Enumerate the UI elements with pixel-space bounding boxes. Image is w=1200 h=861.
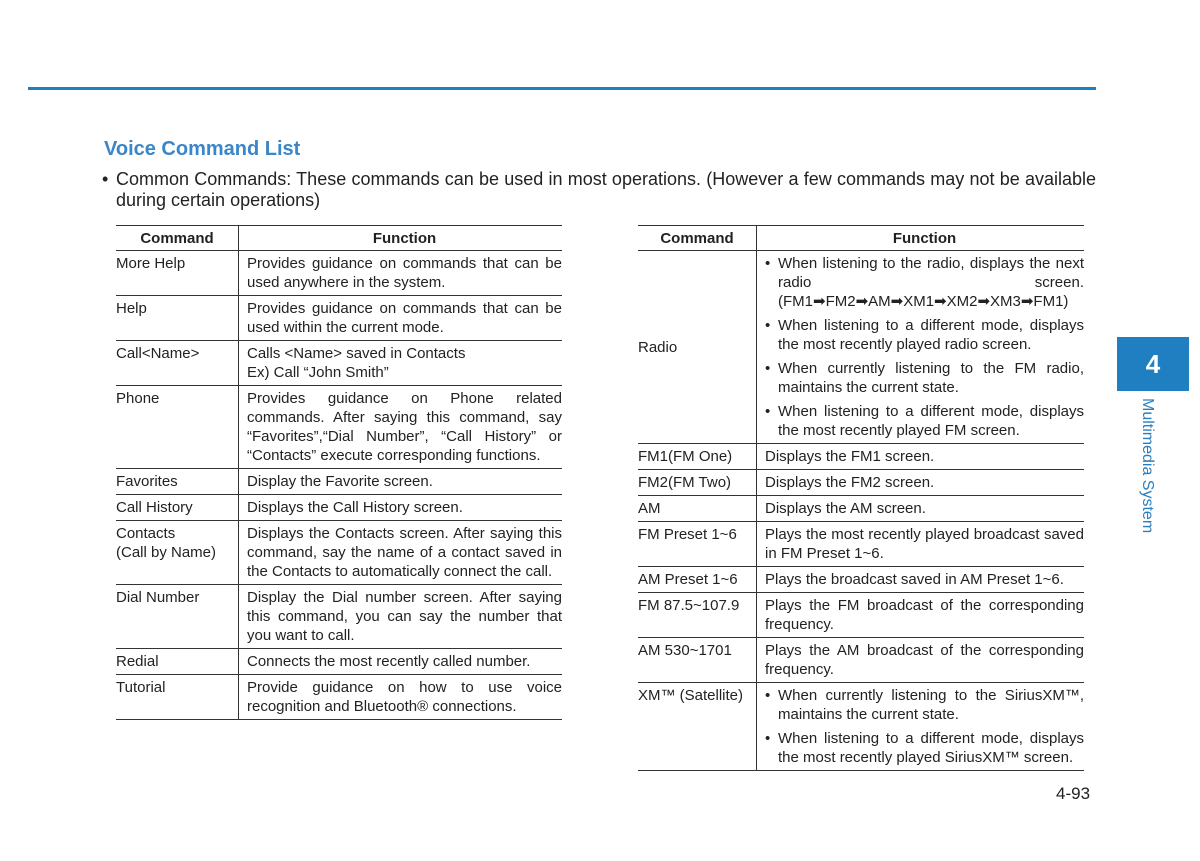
command-line: (Call by Name) bbox=[116, 544, 217, 561]
command-cell: AM bbox=[638, 496, 757, 522]
table-row bbox=[116, 341, 562, 386]
chapter-number: 4 bbox=[1145, 348, 1161, 379]
bullet-icon: • bbox=[765, 403, 771, 420]
command-cell: FM 87.5~107.9 bbox=[638, 593, 757, 638]
chapter-tab[interactable] bbox=[1117, 337, 1189, 391]
table-row bbox=[638, 638, 1084, 683]
column-header-command: Command bbox=[638, 226, 757, 251]
table-row bbox=[116, 495, 562, 521]
function-cell: Provides guidance on commands that can be used anywhere in the system. bbox=[239, 251, 563, 296]
table-row bbox=[638, 567, 1084, 593]
intro-paragraph bbox=[102, 169, 1096, 211]
bullet-text: When listening to a different mode, displays the most recently played radio screen. bbox=[778, 317, 1084, 353]
command-cell: Radio bbox=[638, 251, 757, 444]
command-cell: FM1(FM One) bbox=[638, 444, 757, 470]
command-cell: Phone bbox=[116, 386, 239, 469]
table-row bbox=[116, 251, 562, 296]
intro-text: Common Commands: These commands can be used in most operations. (However a few commands may not be available during certain operations) bbox=[116, 169, 1096, 210]
bullet-text: When listening to a different mode, displays the most recently played SiriusXM™ screen. bbox=[778, 730, 1084, 766]
function-cell: Provide guidance on how to use voice recognition and Bluetooth® connections. bbox=[239, 675, 563, 720]
table-row bbox=[116, 296, 562, 341]
bullet-icon: • bbox=[765, 255, 771, 272]
command-cell bbox=[116, 521, 239, 585]
function-cell: Display the Dial number screen. After saying this command, you can say the number that you want to call. bbox=[239, 585, 563, 649]
header-rule bbox=[28, 87, 1096, 90]
table-row bbox=[116, 585, 562, 649]
bullet-text: When currently listening to the FM radio, maintains the current state. bbox=[778, 360, 1084, 396]
function-cell: Plays the FM broadcast of the corresponding frequency. bbox=[757, 593, 1085, 638]
command-cell: Tutorial bbox=[116, 675, 239, 720]
table-header-row bbox=[638, 226, 1084, 251]
table-row bbox=[116, 675, 562, 720]
command-cell: FM Preset 1~6 bbox=[638, 522, 757, 567]
function-bullet-list bbox=[765, 686, 1084, 767]
chapter-name: Multimedia System bbox=[1139, 398, 1156, 534]
table-row bbox=[116, 649, 562, 675]
bullet-text: When currently listening to the SiriusXM™, maintains the current state. bbox=[778, 687, 1084, 723]
function-cell bbox=[757, 251, 1085, 444]
page-number: 4-93 bbox=[1056, 784, 1091, 803]
table-row bbox=[116, 386, 562, 469]
table-row bbox=[116, 469, 562, 495]
command-cell: Call History bbox=[116, 495, 239, 521]
table-row bbox=[116, 521, 562, 585]
command-cell: AM 530~1701 bbox=[638, 638, 757, 683]
table-row bbox=[638, 470, 1084, 496]
command-cell: Favorites bbox=[116, 469, 239, 495]
column-header-command: Command bbox=[116, 226, 239, 251]
bullet-icon: • bbox=[765, 317, 771, 334]
function-cell: Plays the AM broadcast of the corresponding frequency. bbox=[757, 638, 1085, 683]
bullet-text: When listening to the radio, displays the next radio screen. (FM1➡FM2➡AM➡XM1➡XM2➡XM3➡FM1) bbox=[778, 255, 1084, 310]
function-cell: Displays the FM2 screen. bbox=[757, 470, 1085, 496]
table-row bbox=[638, 522, 1084, 567]
function-cell: Provides guidance on Phone related commands. After saying this command, say “Favorites”,“Dial Number”, “Call History” or “Contacts” execute corresponding functions. bbox=[239, 386, 563, 469]
function-cell bbox=[239, 341, 563, 386]
list-item bbox=[765, 686, 1084, 724]
command-cell: More Help bbox=[116, 251, 239, 296]
bullet-icon: • bbox=[765, 360, 771, 377]
function-cell: Display the Favorite screen. bbox=[239, 469, 563, 495]
function-cell: Displays the AM screen. bbox=[757, 496, 1085, 522]
command-line: Contacts bbox=[116, 525, 176, 542]
radio-commands-table bbox=[638, 225, 1084, 771]
command-cell: AM Preset 1~6 bbox=[638, 567, 757, 593]
function-example: Ex) Call “John Smith” bbox=[247, 364, 389, 381]
list-item bbox=[765, 254, 1084, 311]
list-item bbox=[765, 316, 1084, 354]
bullet-text: When listening to a different mode, displays the most recently played FM screen. bbox=[778, 403, 1084, 439]
command-cell: Call<Name> bbox=[116, 341, 239, 386]
command-cell: Redial bbox=[116, 649, 239, 675]
section-title: Voice Command List bbox=[104, 138, 301, 160]
table-row bbox=[638, 683, 1084, 771]
column-header-function: Function bbox=[757, 226, 1085, 251]
function-cell: Displays the Call History screen. bbox=[239, 495, 563, 521]
common-commands-table bbox=[116, 225, 562, 720]
function-cell: Connects the most recently called number. bbox=[239, 649, 563, 675]
table-row bbox=[638, 593, 1084, 638]
table-row bbox=[638, 251, 1084, 444]
command-cell: XM™ (Satellite) bbox=[638, 683, 757, 771]
list-item bbox=[765, 729, 1084, 767]
function-cell: Displays the Contacts screen. After saying this command, say the name of a contact saved in the Contacts to automatically connect the call. bbox=[239, 521, 563, 585]
table-row bbox=[638, 496, 1084, 522]
bullet-icon: • bbox=[765, 687, 771, 704]
column-header-function: Function bbox=[239, 226, 563, 251]
function-cell: Displays the FM1 screen. bbox=[757, 444, 1085, 470]
function-bullet-list bbox=[765, 254, 1084, 440]
table-header-row bbox=[116, 226, 562, 251]
table-row bbox=[638, 444, 1084, 470]
function-cell: Plays the most recently played broadcast saved in FM Preset 1~6. bbox=[757, 522, 1085, 567]
command-cell: Help bbox=[116, 296, 239, 341]
list-item bbox=[765, 359, 1084, 397]
bullet-icon: • bbox=[102, 169, 109, 189]
function-cell: Provides guidance on commands that can be used within the current mode. bbox=[239, 296, 563, 341]
command-cell: FM2(FM Two) bbox=[638, 470, 757, 496]
function-line: Calls <Name> saved in Contacts bbox=[247, 345, 466, 362]
function-cell bbox=[757, 683, 1085, 771]
bullet-icon: • bbox=[765, 730, 771, 747]
command-cell: Dial Number bbox=[116, 585, 239, 649]
list-item bbox=[765, 402, 1084, 440]
function-cell: Plays the broadcast saved in AM Preset 1~6. bbox=[757, 567, 1085, 593]
